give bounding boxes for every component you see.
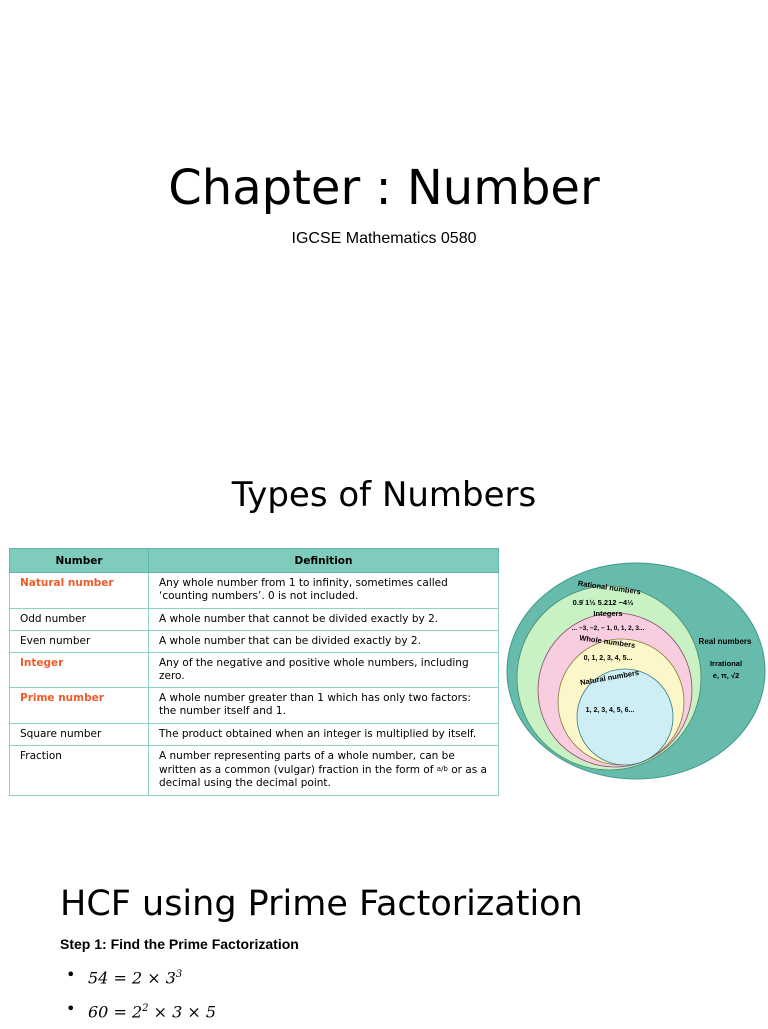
fraction-definition-part-b: or as a decimal using the decimal point. <box>159 764 487 789</box>
definitions-table <box>9 548 499 796</box>
table-header-row <box>10 549 499 573</box>
table-row <box>10 631 499 653</box>
natural-examples: 1, 2, 3, 4, 5, 6... <box>585 707 635 714</box>
definition-cell: Any of the negative and positive whole numbers, including zero. <box>149 653 499 688</box>
fraction-a-over-b: a/b <box>436 765 448 773</box>
table-row <box>10 746 499 796</box>
factorization-base: 60 = 2 <box>88 1002 143 1022</box>
fraction-denominator: b <box>443 765 448 773</box>
table-row <box>10 724 499 746</box>
integers-label: Integers <box>593 609 623 618</box>
definition-cell: Any whole number from 1 to infinity, sometimes called ‘counting numbers’. 0 is not included. <box>149 573 499 609</box>
irrational-examples: e, π, √2 <box>712 671 740 680</box>
term-cell: Fraction <box>10 746 149 796</box>
rational-numbers-label: Rational numbers <box>577 578 642 597</box>
factorization-list <box>60 958 216 1026</box>
term-cell: Even number <box>10 631 149 653</box>
chapter-title: Chapter : Number <box>168 160 600 216</box>
step1-heading: Step 1: Find the Prime Factorization <box>60 936 299 952</box>
definition-cell: A whole number greater than 1 which has only two factors: the number itself and 1. <box>149 688 499 724</box>
table-row <box>10 573 499 609</box>
term-cell: Odd number <box>10 609 149 631</box>
table-row <box>10 609 499 631</box>
list-item <box>88 958 216 992</box>
factorization-exponent: 2 <box>142 1003 149 1014</box>
irrational-label: Irrational <box>709 659 743 668</box>
fraction-definition-part-a: A number representing parts of a whole number, can be written as a common (vulgar) fraction in the form of <box>159 750 455 776</box>
list-item <box>88 992 216 1026</box>
number-sets-diagram <box>505 560 767 782</box>
table-row <box>10 653 499 688</box>
natural-numbers-label: Natural numbers <box>579 667 640 688</box>
term-cell: Square number <box>10 724 149 746</box>
term-cell: Prime number <box>10 688 149 724</box>
real-numbers-label: Real numbers <box>698 637 752 646</box>
definition-cell <box>149 746 499 796</box>
hcf-title: HCF using Prime Factorization <box>60 884 583 924</box>
term-cell: Natural number <box>10 573 149 609</box>
types-title: Types of Numbers <box>231 475 537 515</box>
definition-cell: A whole number that can be divided exactly by 2. <box>149 631 499 653</box>
whole-examples: 0, 1, 2, 3, 4, 5... <box>583 655 633 662</box>
factorization-rest: × 3 × 5 <box>148 1002 217 1022</box>
header-number: Number <box>10 549 149 573</box>
factorization-exponent: 3 <box>175 969 183 980</box>
fraction-numerator: a <box>436 765 442 773</box>
factorization-base: 54 = 2 × 3 <box>88 968 176 988</box>
integers-examples: ... −3, −2, − 1, 0, 1, 2, 3... <box>571 625 645 632</box>
term-cell: Integer <box>10 653 149 688</box>
table-row <box>10 688 499 724</box>
rational-examples: 0.9̇ 1½ 5.212 −4⅓ <box>572 598 634 607</box>
definition-cell: The product obtained when an integer is multiplied by itself. <box>149 724 499 746</box>
header-definition: Definition <box>149 549 499 573</box>
definition-cell: A whole number that cannot be divided exactly by 2. <box>149 609 499 631</box>
whole-numbers-label: Whole numbers <box>578 633 636 650</box>
chapter-subtitle: IGCSE Mathematics 0580 <box>291 230 477 247</box>
